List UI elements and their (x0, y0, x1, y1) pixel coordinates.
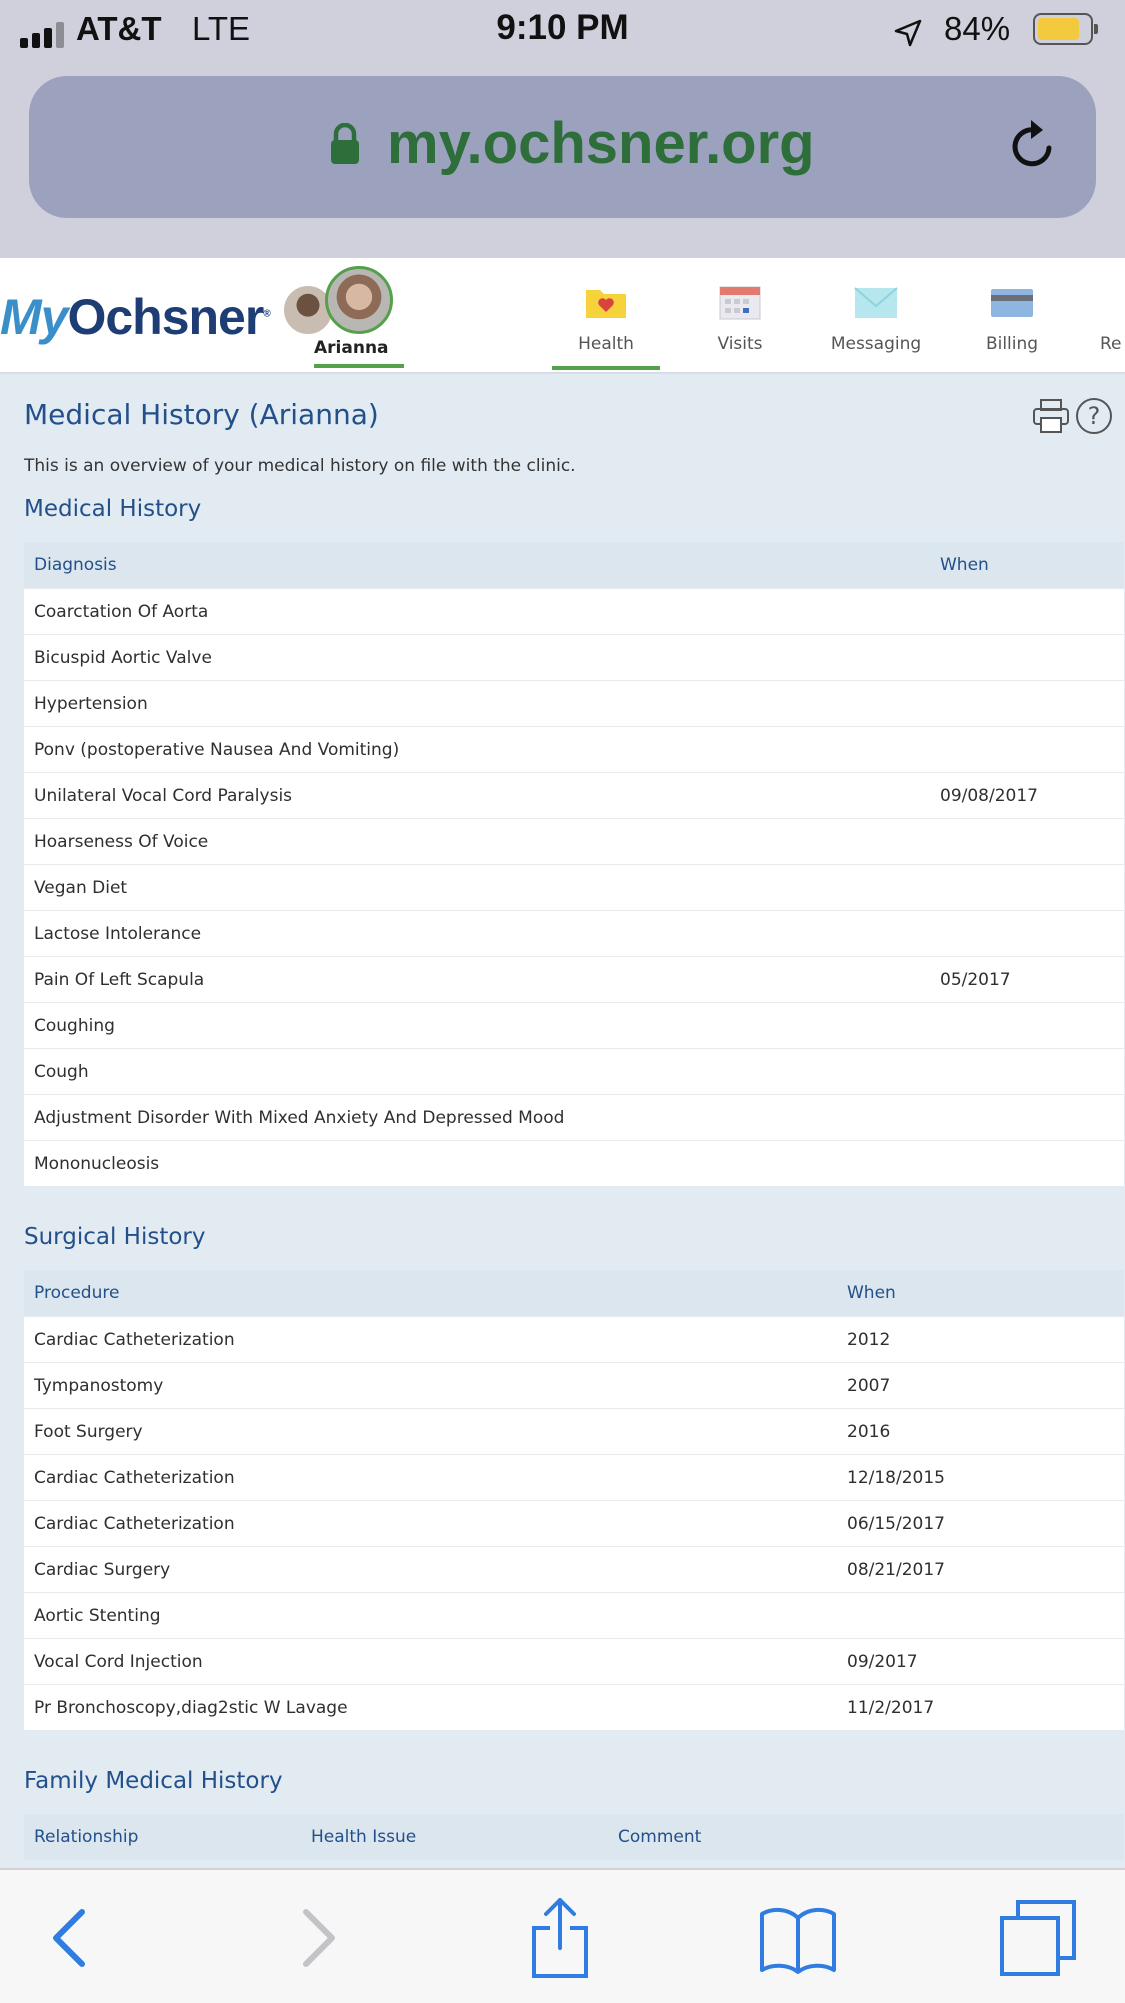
row-name: Aortic Stenting (34, 1606, 161, 1626)
column-header-comment: Comment (618, 1827, 702, 1847)
column-header-when: When (940, 555, 989, 575)
address-bar[interactable] (29, 76, 1096, 218)
row-name: Adjustment Disorder With Mixed Anxiety And Depressed Mood (34, 1108, 565, 1128)
row-name: Lactose Intolerance (34, 924, 202, 944)
row-name: Foot Surgery (34, 1422, 143, 1442)
table-row (24, 1408, 1124, 1454)
table-header (24, 542, 1124, 588)
table-row (24, 864, 1124, 910)
credit-card-icon (990, 284, 1034, 320)
lock-icon (329, 123, 361, 165)
row-name: Tympanostomy (34, 1376, 164, 1396)
surgical-history-title: Surgical History (24, 1224, 206, 1250)
avatar-arianna[interactable] (325, 266, 393, 334)
column-header-when: When (847, 1283, 896, 1303)
row-when: 08/21/2017 (847, 1560, 945, 1580)
row-when: 05/2017 (940, 970, 1011, 990)
row-name: Mononucleosis (34, 1154, 160, 1174)
table-row (24, 1454, 1124, 1500)
url-text[interactable]: my.ochsner.org (387, 111, 815, 176)
row-when: 12/18/2015 (847, 1468, 945, 1488)
status-bar (0, 0, 1125, 64)
row-name: Vocal Cord Injection (34, 1652, 203, 1672)
table-row (24, 1140, 1124, 1186)
print-icon[interactable] (1032, 398, 1070, 434)
row-name: Ponv (postoperative Nausea And Vomiting) (34, 740, 400, 760)
row-name: Unilateral Vocal Cord Paralysis (34, 786, 293, 806)
nav-billing[interactable]: Billing (962, 284, 1062, 354)
column-header-diagnosis: Diagnosis (34, 555, 117, 575)
row-name: Cardiac Surgery (34, 1560, 171, 1580)
row-name: Pr Bronchoscopy,diag2stic W Lavage (34, 1698, 348, 1718)
carrier-name: AT&T (76, 10, 162, 47)
nav-health[interactable]: Health (552, 284, 660, 354)
table-row (24, 1500, 1124, 1546)
family-history-title: Family Medical History (24, 1768, 283, 1794)
table-row (24, 1546, 1124, 1592)
table-row (24, 634, 1124, 680)
row-when: 06/15/2017 (847, 1514, 945, 1534)
table-header (24, 1814, 1124, 1860)
health-folder-icon (584, 284, 628, 320)
tabs-icon[interactable] (998, 1898, 1078, 1978)
table-row (24, 1094, 1124, 1140)
row-name: Coughing (34, 1016, 115, 1036)
row-name: Coarctation Of Aorta (34, 602, 209, 622)
help-icon[interactable]: ? (1076, 398, 1112, 434)
table-row (24, 1002, 1124, 1048)
table-row (24, 1592, 1124, 1638)
bookmarks-icon[interactable] (758, 1898, 838, 1978)
proxy-active-indicator (314, 364, 404, 368)
row-when: 2007 (847, 1376, 891, 1396)
proxy-name: Arianna (314, 338, 389, 358)
table-row (24, 910, 1124, 956)
forward-icon[interactable] (278, 1898, 358, 1978)
medical-history-title: Medical History (24, 496, 202, 522)
row-when: 11/2/2017 (847, 1698, 935, 1718)
table-row (24, 1684, 1124, 1730)
network-type: LTE (192, 10, 251, 47)
back-icon[interactable] (30, 1898, 110, 1978)
column-header-health-issue: Health Issue (311, 1827, 417, 1847)
calendar-icon (718, 284, 762, 320)
reload-icon[interactable] (1005, 118, 1061, 174)
row-name: Hoarseness Of Voice (34, 832, 209, 852)
row-when: 2012 (847, 1330, 891, 1350)
table-row (24, 726, 1124, 772)
status-time: 9:10 PM (496, 8, 629, 47)
family-history-table (24, 1814, 1124, 1860)
battery-level-fill (1038, 18, 1079, 40)
nav-more[interactable]: Re (1100, 334, 1122, 354)
row-name: Bicuspid Aortic Valve (34, 648, 212, 668)
table-row (24, 1638, 1124, 1684)
table-row (24, 1362, 1124, 1408)
browser-toolbar (0, 1868, 1125, 2003)
table-row (24, 680, 1124, 726)
row-when: 09/2017 (847, 1652, 918, 1672)
battery-icon (1033, 13, 1093, 45)
row-when: 2016 (847, 1422, 891, 1442)
row-name: Cough (34, 1062, 89, 1082)
browser-chrome (0, 0, 1125, 258)
row-name: Cardiac Catheterization (34, 1514, 235, 1534)
table-row (24, 956, 1124, 1002)
table-row (24, 1048, 1124, 1094)
column-header-relationship: Relationship (34, 1827, 139, 1847)
page-intro: This is an overview of your medical history on file with the clinic. (24, 456, 576, 476)
battery-percent: 84% (944, 10, 1011, 47)
myochsner-logo[interactable]: MyOchsner® (0, 289, 270, 345)
nav-messaging[interactable]: Messaging (818, 284, 934, 354)
row-name: Vegan Diet (34, 878, 128, 898)
proxy-switcher[interactable] (282, 266, 402, 366)
row-name: Hypertension (34, 694, 148, 714)
nav-active-indicator (552, 366, 660, 370)
share-icon[interactable] (520, 1898, 600, 1978)
surgical-history-table (24, 1270, 1124, 1730)
table-row (24, 818, 1124, 864)
nav-visits[interactable]: Visits (690, 284, 790, 354)
row-when: 09/08/2017 (940, 786, 1038, 806)
page-title: Medical History (Arianna) (24, 398, 379, 431)
envelope-icon (854, 284, 898, 320)
row-name: Cardiac Catheterization (34, 1330, 235, 1350)
column-header-procedure: Procedure (34, 1283, 120, 1303)
medical-history-table (24, 542, 1124, 1186)
table-row (24, 588, 1124, 634)
table-row (24, 1316, 1124, 1362)
location-arrow-icon (893, 18, 923, 48)
row-name: Cardiac Catheterization (34, 1468, 235, 1488)
site-header (0, 258, 1125, 374)
table-row (24, 772, 1124, 818)
row-name: Pain Of Left Scapula (34, 970, 205, 990)
table-header (24, 1270, 1124, 1316)
